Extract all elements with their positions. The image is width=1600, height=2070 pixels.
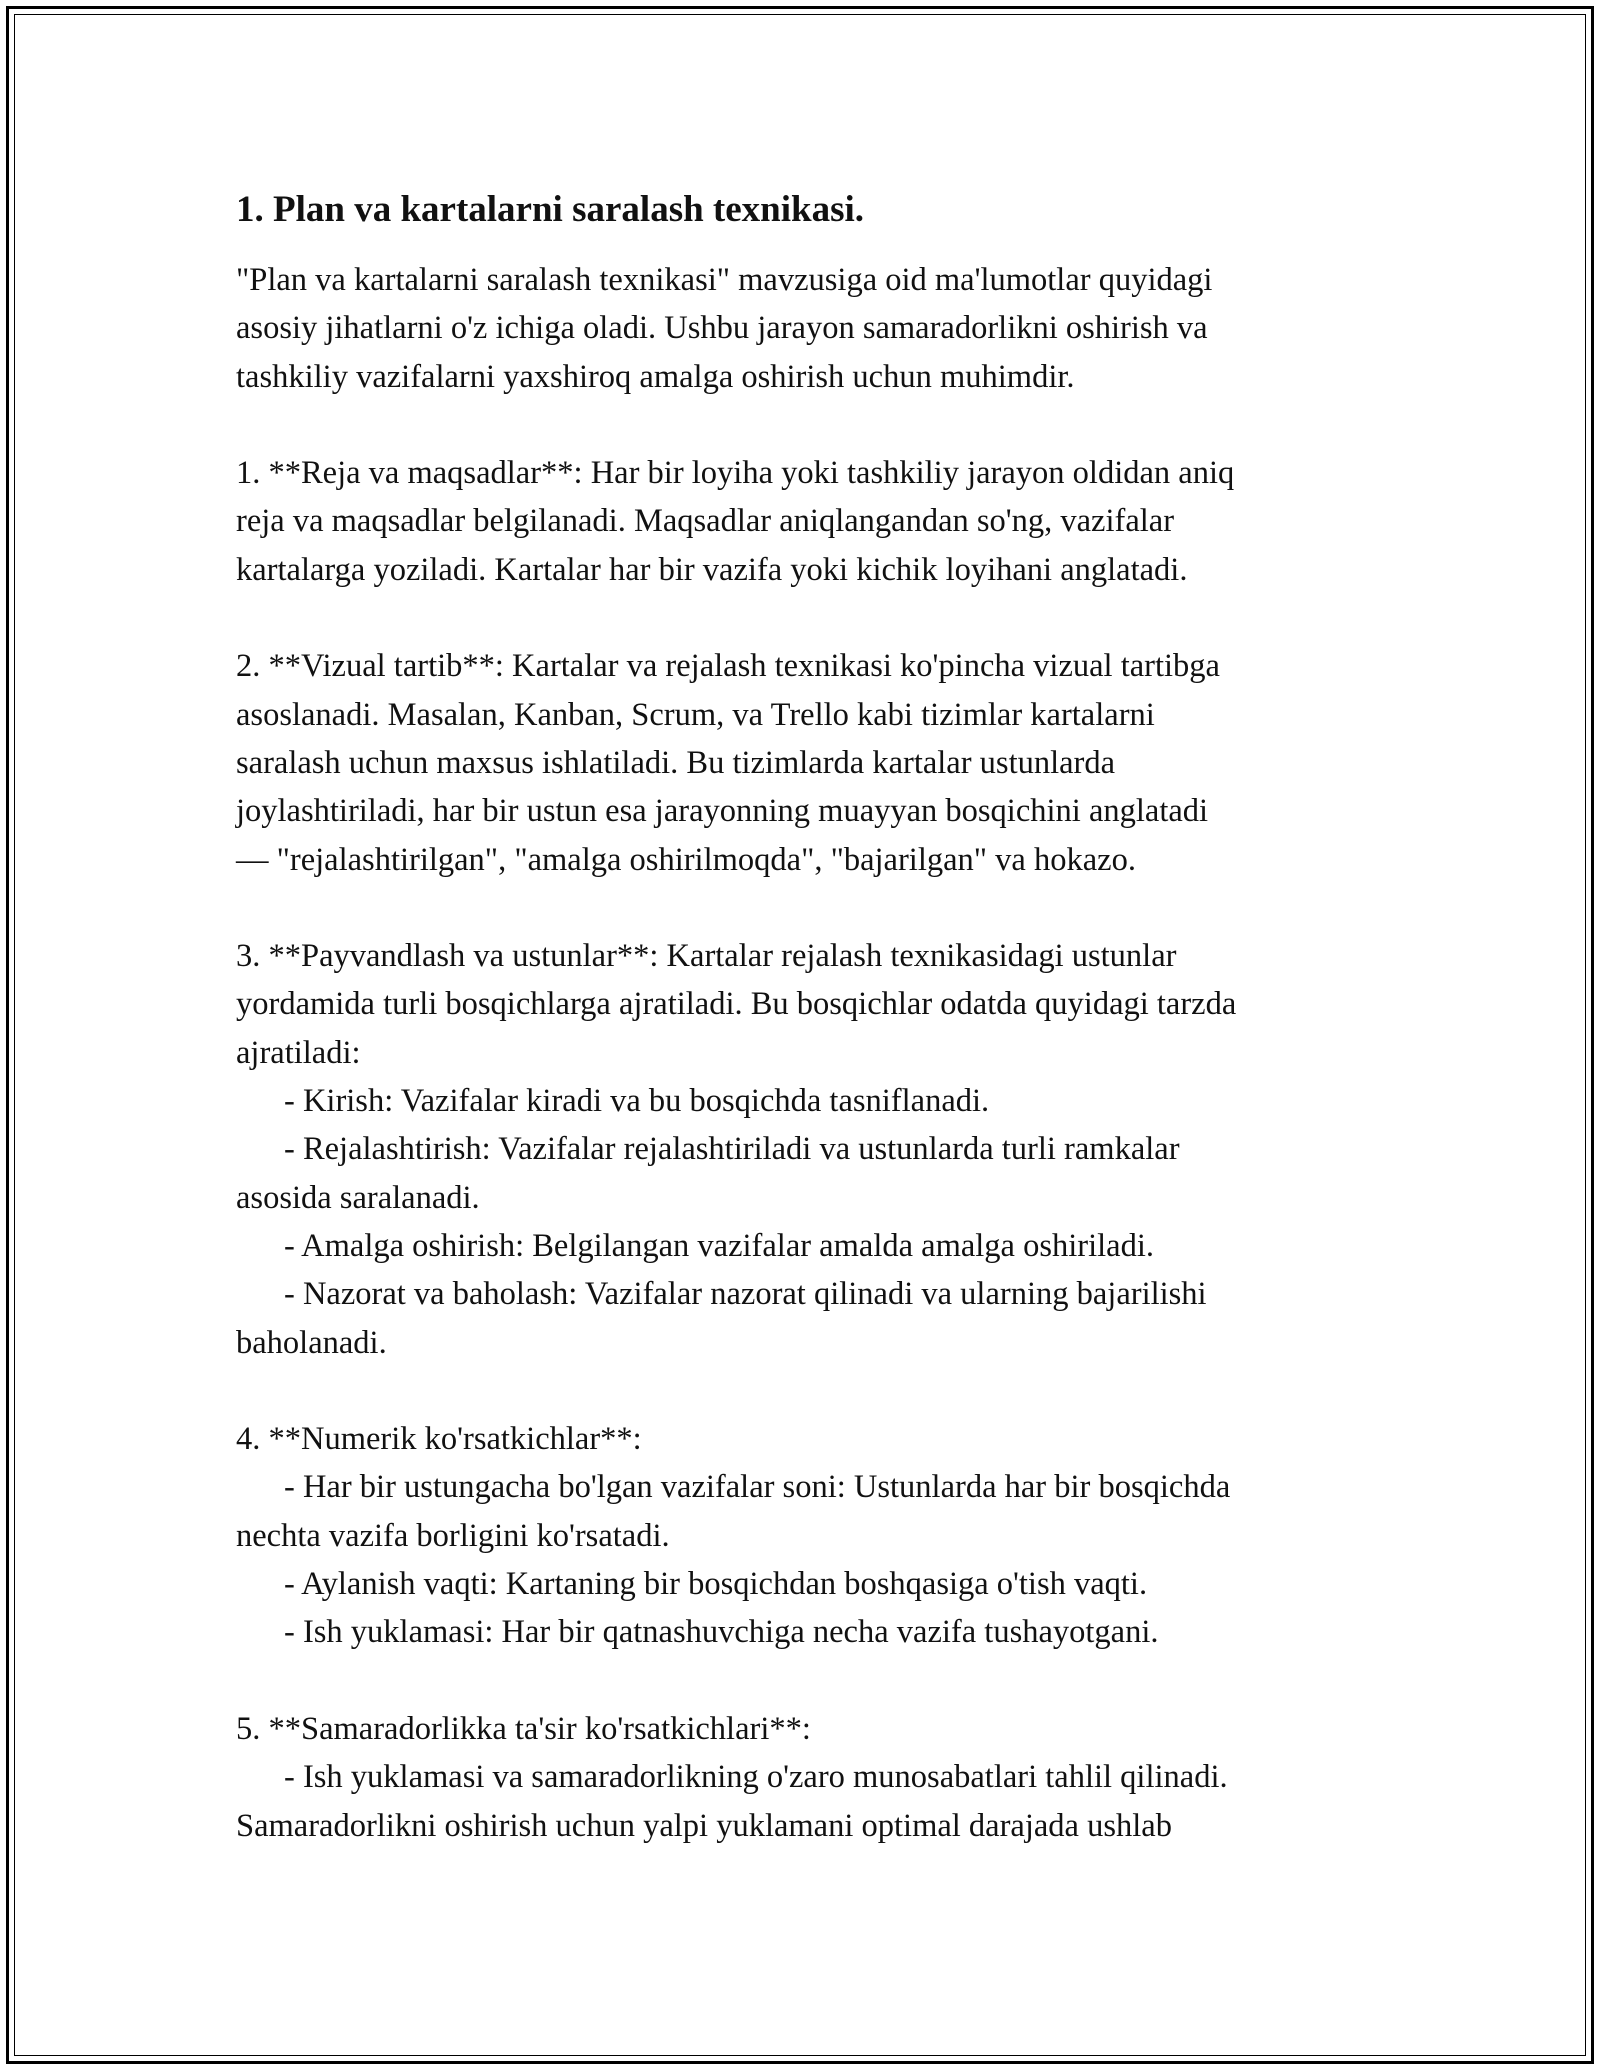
text-line: asosida saralanadi. xyxy=(236,1179,480,1216)
text-line: ajratiladi: xyxy=(236,1034,361,1071)
list-item: - Amalga oshirish: Belgilangan vazifalar amalda amalga oshiriladi. xyxy=(284,1227,1154,1264)
list-item: - Ish yuklamasi va samaradorlikning o'zaro munosabatlari tahlil qilinadi. xyxy=(284,1759,1228,1796)
text-line: saralash uchun maxsus ishlatiladi. Bu tizimlarda kartalar ustunlarda xyxy=(236,744,1116,781)
document-body xyxy=(236,186,1386,1850)
text-line: 3. **Payvandlash va ustunlar**: Kartalar rejalash texnikasidagi ustunlar xyxy=(236,938,1177,975)
section-vizual-tartib xyxy=(236,642,1386,883)
text-line: 2. **Vizual tartib**: Kartalar va rejalash texnikasi ko'pincha vizual tartibga xyxy=(236,648,1220,685)
list-item: - Kirish: Vazifalar kiradi va bu bosqichda tasniflanadi. xyxy=(284,1083,990,1120)
section-samaradorlikka-tasir xyxy=(236,1705,1386,1850)
paragraph-gap xyxy=(236,594,1386,642)
text-line: asoslanadi. Masalan, Kanban, Scrum, va Trello kabi tizimlar kartalarni xyxy=(236,696,1155,733)
list-item: - Ish yuklamasi: Har bir qatnashuvchiga necha vazifa tushayotgani. xyxy=(284,1614,1159,1651)
list-item: - Har bir ustungacha bo'lgan vazifalar soni: Ustunlarda har bir bosqichda xyxy=(284,1469,1231,1506)
list-item: - Rejalashtirish: Vazifalar rejalashtiriladi va ustunlarda turli ramkalar xyxy=(284,1131,1180,1168)
text-line: yordamida turli bosqichlarga ajratiladi. Bu bosqichlar odatda quyidagi tarzda xyxy=(236,986,1237,1023)
section-payvandlash-va-ustunlar xyxy=(236,932,1386,1367)
text-line: — "rejalashtirilgan", "amalga oshirilmoqda", "bajarilgan" va hokazo. xyxy=(236,841,1136,878)
document-title: 1. Plan va kartalarni saralash texnikasi. xyxy=(236,189,865,230)
text-line: tashkiliy vazifalarni yaxshiroq amalga oshirish uchun muhimdir. xyxy=(236,358,1075,395)
paragraph-gap xyxy=(236,1367,1386,1415)
text-line: asosiy jihatlarni o'z ichiga oladi. Ushbu jarayon samaradorlikni oshirish va xyxy=(236,310,1208,347)
text-line: 1. **Reja va maqsadlar**: Har bir loyiha yoki tashkiliy jarayon oldidan aniq xyxy=(236,455,1235,492)
list-item: - Nazorat va baholash: Vazifalar nazorat qilinadi va ularning bajarilishi xyxy=(284,1276,1207,1313)
text-line: reja va maqsadlar belgilanadi. Maqsadlar aniqlangandan so'ng, vazifalar xyxy=(236,503,1175,540)
text-line: 4. **Numerik ko'rsatkichlar**: xyxy=(236,1421,642,1458)
paragraph-gap xyxy=(236,401,1386,449)
list-item: - Aylanish vaqti: Kartaning bir bosqichdan boshqasiga o'tish vaqti. xyxy=(284,1566,1148,1603)
text-line: kartalarga yoziladi. Kartalar har bir vazifa yoki kichik loyihani anglatadi. xyxy=(236,551,1188,588)
text-line: "Plan va kartalarni saralash texnikasi" mavzusiga oid ma'lumotlar quyidagi xyxy=(236,262,1213,298)
paragraph-gap xyxy=(236,884,1386,932)
intro-paragraph xyxy=(236,256,1386,401)
text-line: joylashtiriladi, har bir ustun esa jarayonning muayyan bosqichini anglatadi xyxy=(236,793,1209,830)
text-line: baholanadi. xyxy=(236,1324,387,1361)
text-line: Samaradorlikni oshirish uchun yalpi yuklamani optimal darajada ushlab xyxy=(236,1807,1172,1844)
paragraph-gap xyxy=(236,1657,1386,1705)
section-numerik-korsatkichlar xyxy=(236,1415,1386,1656)
text-line: nechta vazifa borligini ko'rsatadi. xyxy=(236,1517,670,1554)
section-reja-va-maqsadlar xyxy=(236,449,1386,594)
text-line: 5. **Samaradorlikka ta'sir ko'rsatkichlari**: xyxy=(236,1710,811,1747)
